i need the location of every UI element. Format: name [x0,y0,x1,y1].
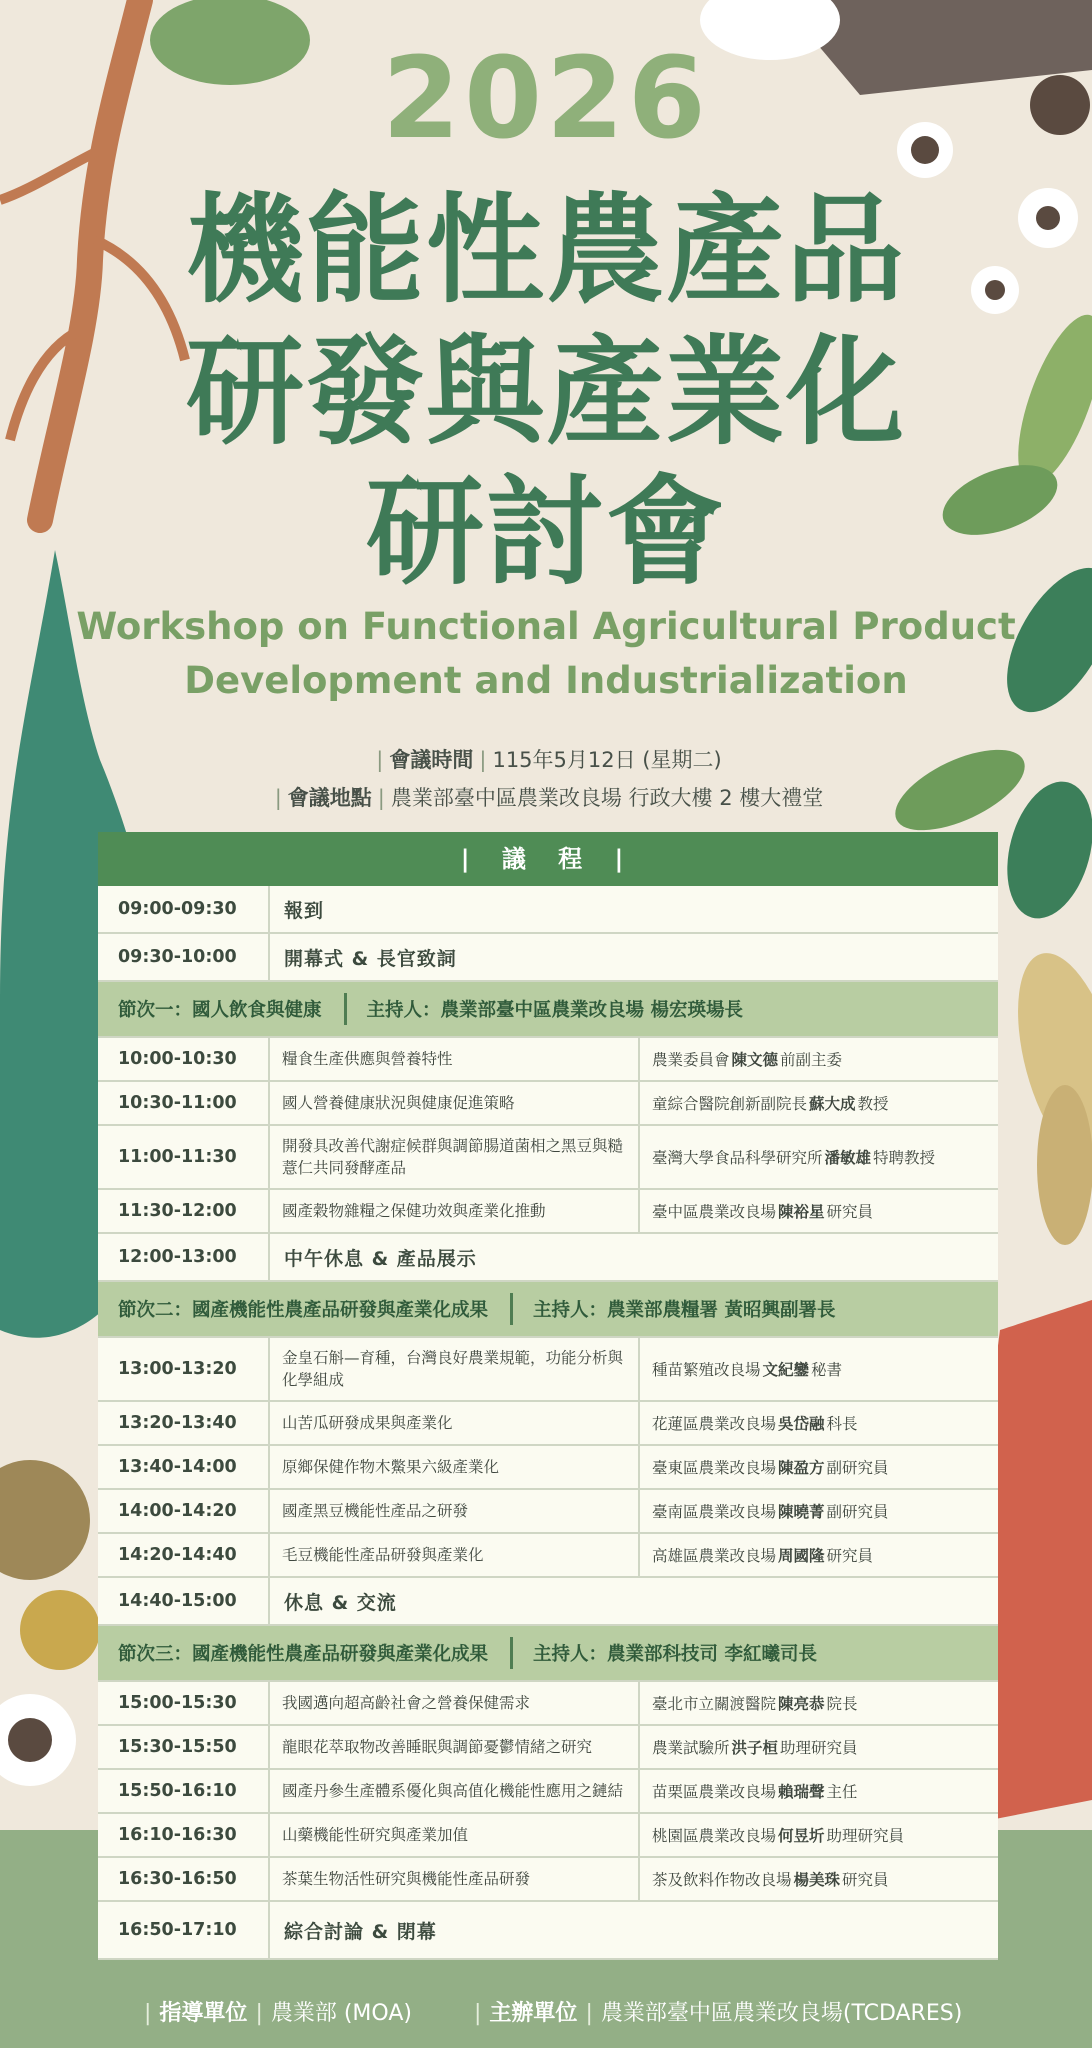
session-2-rows [98,1338,998,1578]
row-time: 13:20-13:40 [98,1402,270,1444]
talk-topic: 茶葉生物活性研究與機能性產品研發 [282,1870,531,1888]
speaker-name: 陳裕星 [778,1203,825,1221]
speaker-title: 助理研究員 [780,1739,858,1757]
row-time: 16:10-16:30 [98,1814,270,1856]
row-time: 09:30-10:00 [98,934,270,980]
speaker [638,1682,998,1724]
row-text: 休息 & 交流 [284,1591,397,1614]
session-1-header [98,982,998,1038]
talk-topic: 糧食生產供應與營養特性 [282,1050,453,1068]
row-time: 14:20-14:40 [98,1534,270,1576]
speaker-title: 研究員 [842,1871,889,1889]
talk-topic: 國產穀物雜糧之保健功效與產業化推動 [282,1202,546,1220]
speaker [638,1082,998,1124]
talk-row [98,1126,998,1190]
speaker [638,1402,998,1444]
session-2-header [98,1282,998,1338]
talk-topic: 毛豆機能性產品研發與產業化 [282,1546,484,1564]
session-3-header [98,1626,998,1682]
speaker-name: 文紀鑾 [762,1361,810,1379]
speaker-title: 副研究員 [826,1459,889,1477]
speaker-org: 高雄區農業改良場 [652,1547,777,1565]
meeting-time-value: 115年5月12日 (星期二) [492,748,722,772]
agenda-row [98,934,998,982]
talk-topic: 開發具改善代謝症候群與調節腸道菌相之黑豆與糙薏仁共同發酵產品 [282,1137,624,1177]
agenda-row [98,1578,998,1626]
speaker [638,1338,998,1400]
speaker-org: 茶及飲料作物改良場 [652,1871,792,1889]
row-time: 15:00-15:30 [98,1682,270,1724]
speaker-org: 桃園區農業改良場 [652,1827,777,1845]
speaker-title: 助理研究員 [826,1827,905,1845]
row-time: 16:30-16:50 [98,1858,270,1900]
session-host: 主持人：農業部臺中區農業改良場 楊宏瑛場長 [366,1000,743,1021]
talk-topic: 我國邁向超高齡社會之營養保健需求 [282,1694,531,1712]
speaker-name: 陳盈方 [778,1459,825,1477]
english-title-line-2: Development and Industrialization [184,659,908,702]
speaker-title: 教授 [857,1095,889,1113]
agenda-heading: | 議 程 | [98,832,998,886]
title-line-3: 研討會 [365,463,726,601]
speaker-name: 蘇大成 [809,1095,856,1113]
meeting-place-label: 會議地點 [287,786,372,810]
talk-row [98,1402,998,1446]
speaker-title: 主任 [826,1783,858,1801]
meeting-place: | 會議地點 | 農業部臺中區農業改良場 行政大樓 2 樓大禮堂 [274,786,824,810]
meeting-time: | 會議時間 | 115年5月12日 (星期二) [376,748,722,772]
talk-row [98,1858,998,1902]
speaker-org: 臺中區農業改良場 [652,1203,777,1221]
talk-topic: 國人營養健康狀況與健康促進策略 [282,1094,515,1112]
speaker [638,1814,998,1856]
talk-topic: 龍眼花萃取物改善睡眠與調節憂鬱情緒之研究 [282,1738,593,1756]
speaker [638,1490,998,1532]
meeting-time-label: 會議時間 [389,748,474,772]
host-value: 農業部臺中區農業改良場(TCDARES) [600,2001,963,2026]
row-time: 15:30-15:50 [98,1726,270,1768]
title-line-1: 機能性農產品 [185,181,906,319]
agenda-row [98,886,998,934]
speaker-title: 秘書 [811,1361,843,1379]
row-time: 14:40-15:00 [98,1578,270,1624]
speaker-org: 臺東區農業改良場 [652,1459,777,1477]
row-time: 11:00-11:30 [98,1126,270,1188]
organizer-guide: | 指導單位 | 農業部 (MOA) [144,2001,412,2026]
talk-row [98,1726,998,1770]
talk-row [98,1814,998,1858]
row-text: 綜合討論 & 閉幕 [284,1920,437,1943]
talk-row [98,1534,998,1578]
talk-row [98,1490,998,1534]
speaker-org: 臺南區農業改良場 [652,1503,777,1521]
speaker-title: 研究員 [826,1547,874,1565]
english-title-line-1: Workshop on Functional Agricultural Product [76,605,1016,648]
agenda-table [98,832,998,1960]
speaker [638,1534,998,1576]
speaker-name: 洪子桓 [731,1739,779,1757]
speaker [638,1446,998,1488]
speaker [638,1858,998,1900]
speaker [638,1726,998,1768]
row-text: 報到 [284,899,325,922]
speaker-org: 臺北市立關渡醫院 [652,1695,777,1713]
row-time: 11:30-12:00 [98,1190,270,1232]
talk-topic: 國產丹參生產體系優化與高值化機能性應用之鏈結 [282,1782,624,1800]
speaker-title: 科長 [826,1415,858,1433]
talk-topic: 國產黑豆機能性產品之研發 [282,1502,469,1520]
row-time: 14:00-14:20 [98,1490,270,1532]
session-name: 節次三：國產機能性農產品研發與產業化成果 [118,1644,489,1665]
speaker-name: 賴瑞聲 [778,1783,825,1801]
speaker-org: 種苗繁殖改良場 [652,1361,761,1379]
talk-row [98,1338,998,1402]
speaker-org: 臺灣大學食品科學研究所 [652,1149,823,1167]
session-3-rows [98,1682,998,1902]
speaker-title: 前副主委 [780,1051,843,1069]
speaker-org: 農業委員會 [652,1051,730,1069]
talk-topic: 山藥機能性研究與產業加值 [282,1826,469,1844]
agenda-row [98,1902,998,1960]
talk-topic: 金皇石斛—育種，台灣良好農業規範，功能分析與化學組成 [282,1349,624,1389]
session-1-rows [98,1038,998,1234]
talk-row [98,1770,998,1814]
speaker-title: 特聘教授 [873,1149,936,1167]
speaker-name: 何昱圻 [778,1827,825,1845]
talk-row [98,1082,998,1126]
guide-label: 指導單位 [159,2001,248,2026]
row-time: 12:00-13:00 [98,1234,270,1280]
row-time: 16:50-17:10 [98,1902,270,1958]
speaker [638,1038,998,1080]
session-name: 節次一：國人飲食與健康 [118,1000,322,1021]
talk-topic: 山苦瓜研發成果與產業化 [282,1414,453,1432]
session-host: 主持人：農業部科技司 李紅曦司長 [533,1644,817,1665]
speaker-name: 陳文德 [731,1051,779,1069]
row-text: 中午休息 & 產品展示 [284,1247,477,1270]
talk-row [98,1190,998,1234]
row-time: 09:00-09:30 [98,886,270,932]
speaker [638,1190,998,1232]
speaker-name: 楊美珠 [793,1871,841,1889]
talk-row [98,1038,998,1082]
speaker-name: 吳岱融 [778,1415,825,1433]
speaker [638,1770,998,1812]
speaker-org: 苗栗區農業改良場 [652,1783,777,1801]
row-time: 10:30-11:00 [98,1082,270,1124]
speaker-org: 花蓮區農業改良場 [652,1415,777,1433]
talk-row [98,1682,998,1726]
speaker-title: 院長 [826,1695,858,1713]
speaker-org: 童綜合醫院創新副院長 [652,1095,808,1113]
row-text: 開幕式 & 長官致詞 [284,947,457,970]
host-label: 主辦單位 [489,2001,578,2026]
guide-value: 農業部 (MOA) [270,2001,412,2026]
speaker-name: 陳曉菁 [778,1503,825,1521]
row-time: 15:50-16:10 [98,1770,270,1812]
speaker-org: 農業試驗所 [652,1739,730,1757]
speaker-title: 副研究員 [826,1503,889,1521]
speaker [638,1126,998,1188]
speaker-title: 研究員 [826,1203,874,1221]
event-year: 2026 [382,34,710,164]
session-name: 節次二：國產機能性農產品研發與產業化成果 [118,1300,489,1321]
talk-row [98,1446,998,1490]
meeting-place-value: 農業部臺中區農業改良場 行政大樓 2 樓大禮堂 [390,786,824,810]
row-time: 13:00-13:20 [98,1338,270,1400]
row-time: 13:40-14:00 [98,1446,270,1488]
talk-topic: 原鄉保健作物木鱉果六級產業化 [282,1458,500,1476]
speaker-name: 周國隆 [778,1547,825,1565]
row-time: 10:00-10:30 [98,1038,270,1080]
speaker-name: 陳亮恭 [778,1695,825,1713]
agenda-row [98,1234,998,1282]
session-host: 主持人：農業部農糧署 黃昭興副署長 [533,1300,836,1321]
title-line-2: 研發與產業化 [185,323,906,461]
speaker-name: 潘敏雄 [824,1149,872,1167]
organizer-host: | 主辦單位 | 農業部臺中區農業改良場(TCDARES) [474,2001,963,2026]
